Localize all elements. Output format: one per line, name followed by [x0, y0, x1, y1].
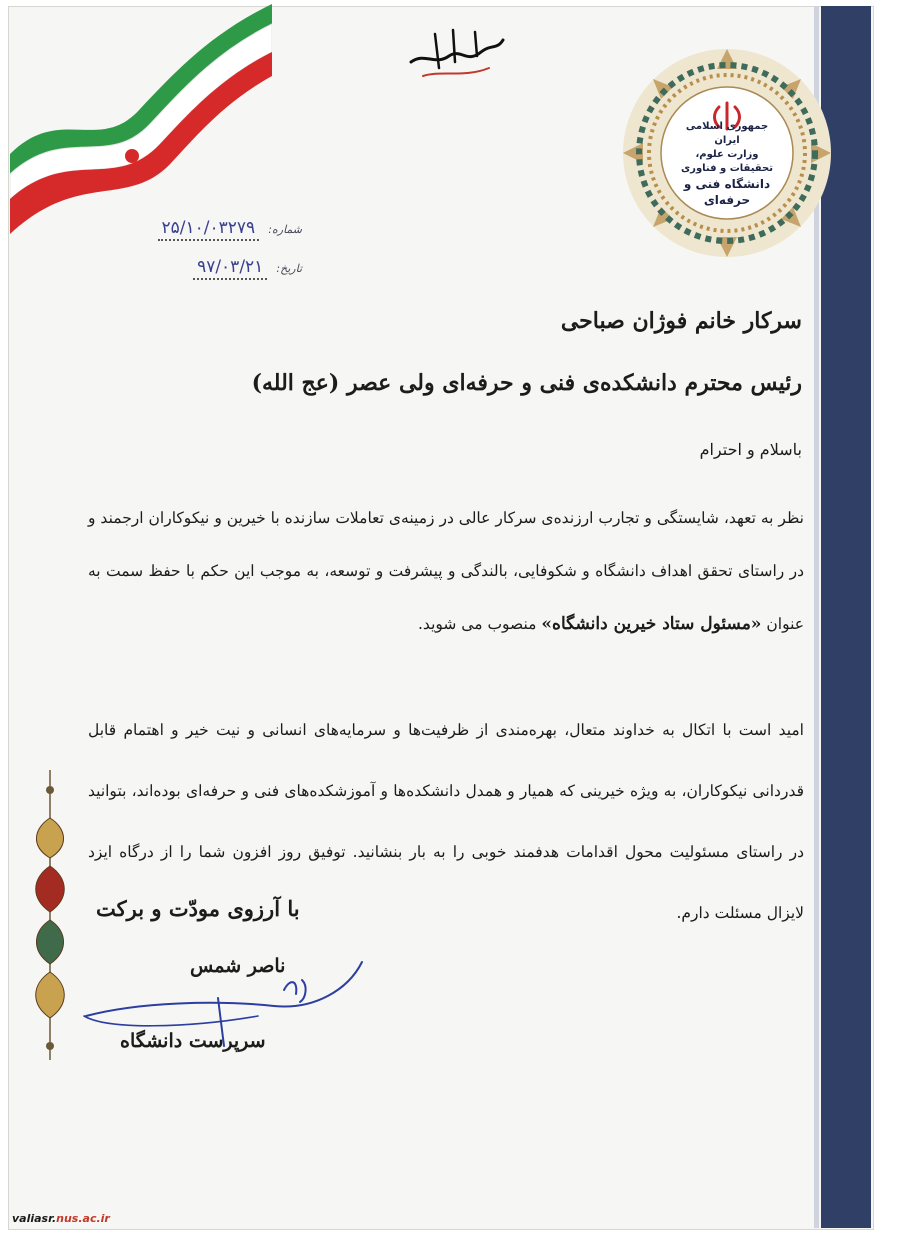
emblem-line-3: دانشگاه فنی و حرفه‌ای [683, 177, 771, 207]
website-url[interactable] [12, 1212, 110, 1225]
signer-title: سرپرست دانشگاه [120, 1030, 266, 1052]
closing-phrase: با آرزوی مودّت و برکت [96, 896, 300, 921]
emblem-line-1: جمهوری اسلامی ایران [685, 121, 769, 146]
number-label: شماره: [268, 223, 302, 236]
scan-margin [880, 0, 900, 1236]
website-url-host: valiasr. [12, 1212, 57, 1225]
iran-flag-ribbon-icon [10, 4, 272, 236]
date-label: تاریخ: [276, 262, 302, 275]
greeting: باسلام و احترام [699, 440, 802, 459]
letter-number-row [108, 218, 302, 238]
body-paragraph-1-text: نظر به تعهد، شایستگی و تجارب ارزنده‌ی سرکار عالی در زمینه‌ی تعاملات سازنده با خیرین و نیکوکاران ارجمند و در راستای تحقق اهداف دانشگاه و شکوفایی، بالندگی و پیشرفت و توسعه، به موجب این حکم با حفظ سمت به عنوان [88, 509, 804, 633]
bismillah-text [405, 88, 406, 89]
body-paragraph-1 [88, 492, 804, 651]
number-value: ۲۵/۱۰/۰۳۲۷۹ [158, 218, 260, 241]
decorative-ornament-icon [22, 770, 78, 1060]
bismillah-calligraphy-icon [405, 22, 507, 84]
letter-date-row [108, 257, 302, 277]
body-paragraph-1-end: منصوب می شوید. [418, 615, 537, 633]
signer-name: ناصر شمس [190, 955, 286, 977]
addressee-position: رئیس محترم دانشکده‌ی فنی و حرفه‌ای ولی عصر (عج الله) [251, 370, 802, 396]
emblem-caption [674, 120, 780, 207]
website-url-domain: nus.ac.ir [56, 1212, 110, 1225]
addressee-name: سرکار خانم فوژان صباحی [560, 308, 802, 334]
date-value: ۹۷/۰۳/۲۱ [193, 257, 267, 280]
position-title: «مسئول ستاد خیرین دانشگاه» [541, 614, 762, 634]
emblem-line-2: وزارت علوم، تحقیقات و فناوری [681, 149, 773, 174]
body-paragraph-2: امید است با اتکال به خداوند متعال، بهره‌مندی از ظرفیت‌ها و سرمایه‌های انسانی و نیت خیر و اهتمام قابل قدردانی نیکوکاران، به ویژه خیرینی که همیار و همدل دانشکده‌ها و آموزشکده‌های فنی و حرفه‌ای بوده‌اند، بتوانید در راستای مسئولیت محول اقدامات هدفمند خوبی را به بار بنشانید. توفیق روز افزون شما را از درگاه ایزد لایزال مسئلت دارم. [88, 721, 804, 922]
